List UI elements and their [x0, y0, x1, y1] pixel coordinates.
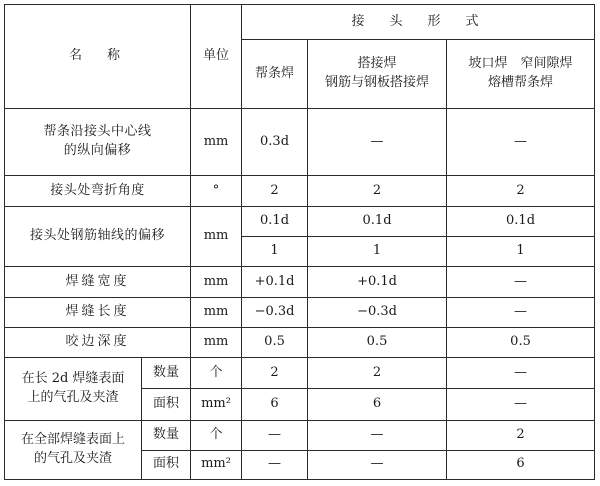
row-sublabel: 面积 — [142, 450, 191, 479]
row-unit: mm — [191, 207, 242, 267]
cell-value: — — [308, 109, 447, 176]
header-col-lap-weld-line1: 搭接焊 — [357, 56, 397, 72]
cell-value: — — [447, 389, 595, 420]
row-label: 咬边深度 — [5, 327, 191, 357]
row-label — [5, 358, 142, 421]
row-unit: mm² — [191, 389, 242, 420]
cell-value: 1 — [447, 237, 595, 267]
header-col-groove-weld-line1: 坡口焊 窄间隙焊 — [468, 56, 573, 72]
cell-value: +0.1d — [242, 267, 308, 297]
table-row — [5, 175, 595, 206]
cell-value: — — [447, 267, 595, 297]
cell-value: 0.1d — [308, 207, 447, 237]
cell-value: 0.5 — [242, 327, 308, 357]
header-col-lap-weld — [308, 40, 447, 109]
row-unit: ° — [191, 175, 242, 206]
row-unit: mm — [191, 297, 242, 327]
cell-value: 1 — [242, 237, 308, 267]
row-sublabel: 数量 — [142, 420, 191, 450]
table-row — [5, 327, 595, 357]
cell-value: 2 — [447, 420, 595, 450]
row-label-line1: 在全部焊缝表面上 — [20, 431, 125, 447]
cell-value: 0.1d — [242, 207, 308, 237]
row-sublabel: 数量 — [142, 358, 191, 389]
cell-value: 2 — [242, 175, 308, 206]
cell-value: 6 — [308, 389, 447, 420]
row-unit: mm — [191, 267, 242, 297]
cell-value: −0.3d — [242, 297, 308, 327]
cell-value: 0.1d — [447, 207, 595, 237]
row-label: 焊缝宽度 — [5, 267, 191, 297]
header-col-strap-weld: 帮条焊 — [242, 40, 308, 109]
cell-value: 6 — [447, 450, 595, 479]
cell-value: 2 — [308, 175, 447, 206]
row-label-line1: 在长 2d 焊缝表面 — [21, 370, 125, 386]
cell-value: 2 — [308, 358, 447, 389]
cell-value: +0.1d — [308, 267, 447, 297]
row-label-line2: 的纵向偏移 — [63, 142, 132, 158]
header-unit: 单位 — [191, 5, 242, 109]
row-label-line2: 的气孔及夹渣 — [33, 450, 112, 466]
table-row — [5, 358, 595, 389]
cell-value: 0.5 — [447, 327, 595, 357]
cell-value: — — [242, 420, 308, 450]
row-label: 焊缝长度 — [5, 297, 191, 327]
table-row — [5, 297, 595, 327]
row-unit: mm² — [191, 450, 242, 479]
row-unit: mm — [191, 109, 242, 176]
cell-value: 2 — [447, 175, 595, 206]
cell-value: — — [308, 420, 447, 450]
table-row — [5, 207, 595, 237]
cell-value: — — [447, 297, 595, 327]
row-label — [5, 109, 191, 176]
header-col-lap-weld-line2: 钢筋与钢板搭接焊 — [325, 75, 430, 91]
row-label: 接头处钢筋轴线的偏移 — [5, 207, 191, 267]
header-col-groove-weld-line2: 熔槽帮条焊 — [488, 75, 554, 91]
cell-value: — — [308, 450, 447, 479]
row-unit: mm — [191, 327, 242, 357]
table-row — [5, 109, 595, 176]
row-label: 接头处弯折角度 — [5, 175, 191, 206]
table-row — [5, 420, 595, 450]
row-sublabel: 面积 — [142, 389, 191, 420]
cell-value: −0.3d — [308, 297, 447, 327]
row-label-line1: 帮条沿接头中心线 — [43, 124, 152, 140]
row-unit: 个 — [191, 358, 242, 389]
row-label — [5, 420, 142, 479]
row-unit: 个 — [191, 420, 242, 450]
cell-value: 0.3d — [242, 109, 308, 176]
row-label-line2: 上的气孔及夹渣 — [27, 389, 119, 405]
header-joint-form: 接 头 形 式 — [242, 5, 595, 40]
cell-value: 0.5 — [308, 327, 447, 357]
cell-value: 2 — [242, 358, 308, 389]
cell-value: — — [447, 109, 595, 176]
cell-value: 6 — [242, 389, 308, 420]
cell-value: — — [242, 450, 308, 479]
header-col-groove-weld — [447, 40, 595, 109]
weld-tolerance-table — [4, 4, 595, 480]
table-row — [5, 267, 595, 297]
cell-value: — — [447, 358, 595, 389]
header-name: 名 称 — [5, 5, 191, 109]
cell-value: 1 — [308, 237, 447, 267]
